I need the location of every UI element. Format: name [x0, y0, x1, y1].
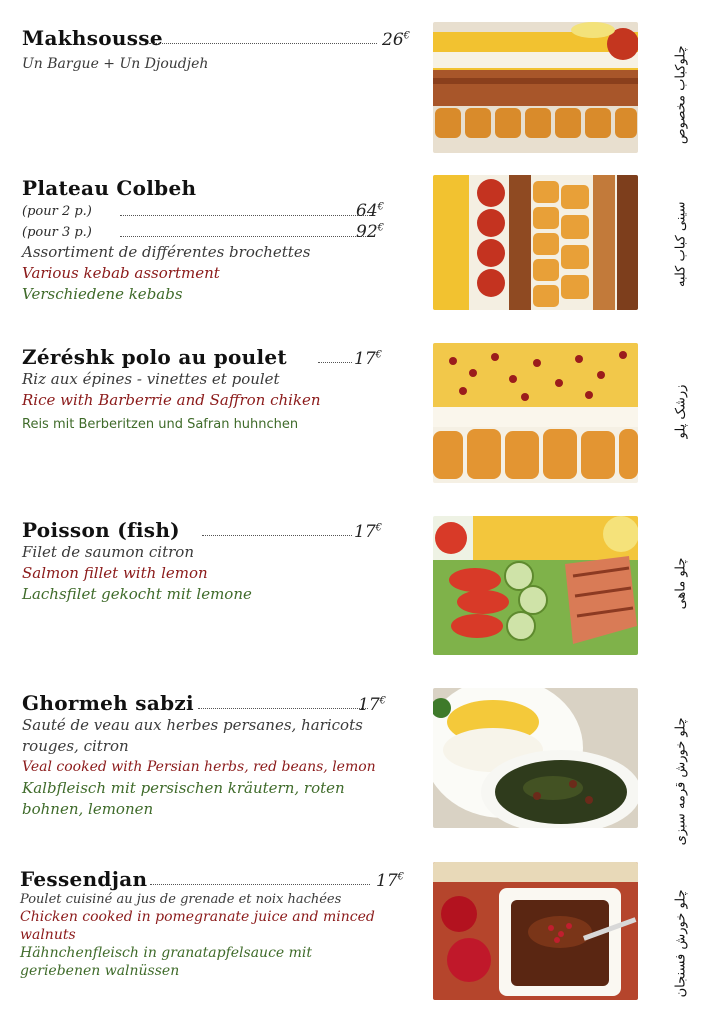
dish-title: Zéréshk polo au poulet [22, 345, 287, 369]
leader-dots [120, 236, 372, 237]
farsi-title: چلو ماهی [673, 557, 689, 610]
description-de: Verschiedene kebabs [22, 285, 183, 303]
description-fr: Assortiment de différentes brochettes [22, 243, 311, 261]
leader-dots [202, 535, 352, 536]
dish-title: Poisson (fish) [22, 518, 180, 542]
leader-dots [149, 43, 377, 44]
title-row [22, 22, 411, 50]
leader-dots [318, 362, 352, 363]
description-de: Reis mit Berberitzen und Safran huhnchen [22, 417, 299, 432]
description-fr: Un Bargue + Un Djoudjeh [22, 56, 209, 72]
option-label: (pour 3 p.) [22, 225, 92, 240]
dish-title: Fessendjan [20, 867, 148, 891]
dish-price: 17€ [358, 695, 387, 715]
dish-photo-plateau-colbeh [433, 175, 638, 310]
price-option [22, 200, 406, 221]
title-row [22, 341, 406, 369]
description-en: Chicken cooked in pomegranate juice and minced [20, 909, 375, 925]
farsi-title: چلو خورش قرمه سبزی [673, 717, 689, 846]
dish-photo-zereshk-polo [433, 343, 638, 483]
description-en: Rice with Barberrie and Saffron chiken [22, 391, 321, 409]
leader-dots [150, 884, 370, 885]
dish-price: 17€ [376, 871, 405, 891]
menu-item-zereshk-polo [22, 341, 406, 435]
dish-title: Plateau Colbeh [22, 176, 197, 200]
menu-item-fessendjan [20, 863, 430, 980]
dish-price: 17€ [354, 522, 383, 542]
menu-item-ghormeh-sabzi [22, 687, 406, 820]
option-price: 92€ [356, 222, 385, 242]
dish-photo-ghormeh-sabzi [433, 688, 638, 828]
leader-dots [120, 215, 372, 216]
dish-price: 17€ [354, 349, 383, 369]
description-en: Various kebab assortment [22, 264, 220, 282]
description-fr: Poulet cuisiné au jus de grenade et noix hachées [20, 892, 342, 907]
menu-item-plateau-colbeh [22, 172, 406, 305]
dish-photo-poisson [433, 516, 638, 655]
description-fr: Filet de saumon citron [22, 543, 194, 561]
title-row [20, 863, 430, 891]
farsi-title: چلو خورش فسنجان [673, 889, 689, 998]
farsi-title: زرشک پلو [673, 384, 689, 439]
title-row [22, 172, 406, 200]
description-de: geriebenen walnüssen [20, 963, 180, 979]
description-fr: Sauté de veau aux herbes persanes, haricots [22, 716, 363, 734]
farsi-title: سینی کباب کلبه [673, 201, 689, 288]
menu-item-makhsousse [22, 22, 411, 74]
dish-photo-fessendjan [433, 862, 638, 1000]
dish-title: Ghormeh sabzi [22, 691, 194, 715]
description-de: Hähnchenfleisch in granatapfelsauce mit [20, 945, 313, 961]
menu-item-poisson [22, 514, 406, 605]
title-row [22, 687, 406, 715]
description-fr: rouges, citron [22, 737, 129, 755]
description-en: Veal cooked with Persian herbs, red beans, lemon [22, 759, 376, 775]
description-de: Kalbfleisch mit persischen kräutern, roten [22, 779, 345, 797]
leader-dots [198, 708, 368, 709]
dish-photo-makhsousse [433, 22, 638, 153]
dish-price: 26€ [382, 30, 411, 50]
description-en: Salmon fillet with lemon [22, 564, 208, 582]
option-price: 64€ [356, 201, 385, 221]
description-de: Lachsfilet gekocht mit lemone [22, 585, 252, 603]
dish-title: Makhsousse [22, 26, 163, 50]
farsi-title: چلوکباب مخصوص [673, 45, 689, 145]
title-row [22, 514, 406, 542]
description-en: walnuts [20, 927, 76, 943]
price-option [22, 221, 406, 242]
option-label: (pour 2 p.) [22, 204, 92, 219]
description-de: bohnen, lemonen [22, 800, 154, 818]
description-fr: Riz aux épines - vinettes et poulet [22, 370, 280, 388]
